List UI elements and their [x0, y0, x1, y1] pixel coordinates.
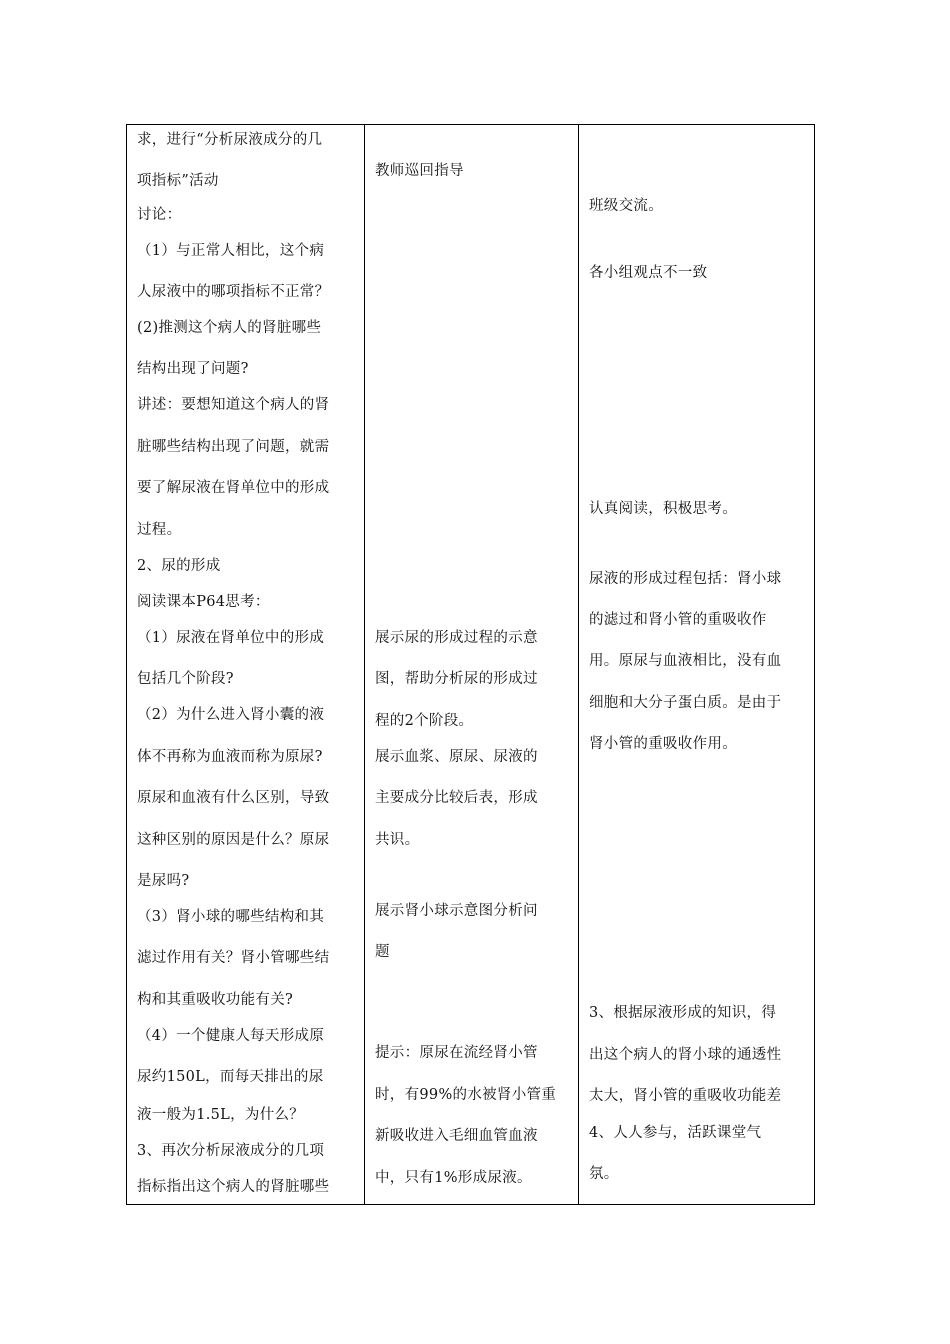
student-line: 尿液的形成过程包括：肾小球 [589, 571, 782, 587]
student-line: 出这个病人的肾小球的通透性 [589, 1047, 782, 1063]
student-line: 细胞和大分子蛋白质。是由于 [589, 695, 782, 711]
content-line: 3、再次分析尿液成分的几项 [137, 1143, 325, 1159]
teacher-line: 展示尿的形成过程的示意 [375, 630, 538, 646]
student-line: 班级交流。 [589, 198, 663, 214]
content-line: 2、尿的形成 [137, 558, 221, 574]
content-line: 包括几个阶段? [137, 671, 234, 687]
teacher-line: 主要成分比较后表，形成 [375, 790, 538, 806]
student-line: 的滤过和肾小管的重吸收作 [589, 612, 767, 628]
student-line: 氛。 [589, 1166, 619, 1182]
student-line: 各小组观点不一致 [589, 265, 708, 281]
content-line: 是尿吗? [137, 873, 190, 889]
content-line: 项指标”活动 [137, 173, 219, 189]
content-line: （2）为什么进入肾小囊的液 [137, 707, 325, 723]
content-line: 阅读课本P64思考： [137, 594, 270, 610]
teacher-line: 教师巡回指导 [375, 163, 464, 179]
content-line: 构和其重吸收功能有关? [137, 992, 294, 1008]
teacher-line: 时，有99%的水被肾小管重 [375, 1087, 557, 1103]
content-line: 尿约150L，而每天排出的尿 [137, 1069, 324, 1085]
teaching-content-column [127, 125, 364, 1204]
content-line: 讨论： [137, 207, 182, 223]
lesson-table [126, 124, 815, 1205]
teacher-activity-column [365, 125, 578, 1204]
teacher-line: 展示血浆、原尿、尿液的 [375, 749, 538, 765]
student-line: 认真阅读，积极思考。 [589, 501, 737, 517]
student-line: 3、根据尿液形成的知识，得 [589, 1005, 777, 1021]
content-line: 指标指出这个病人的肾脏哪些 [137, 1179, 330, 1195]
teacher-line: 提示：原尿在流经肾小管 [375, 1045, 538, 1061]
content-line: 过程。 [137, 522, 182, 538]
student-line: 用。原尿与血液相比，没有血 [589, 653, 782, 669]
teacher-line: 展示肾小球示意图分析问 [375, 903, 538, 919]
student-line: 太大，肾小管的重吸收功能差 [589, 1088, 782, 1104]
content-line: 液一般为1.5L，为什么？ [137, 1107, 305, 1123]
content-line: 原尿和血液有什么区别，导致 [137, 790, 330, 806]
content-line: 求，进行“分析尿液成分的几 [137, 132, 323, 148]
teacher-line: 程的2个阶段。 [375, 713, 474, 729]
content-line: (2)推测这个病人的肾脏哪些 [137, 320, 322, 336]
student-line: 肾小管的重吸收作用。 [589, 736, 737, 752]
content-line: 脏哪些结构出现了问题，就需 [137, 439, 330, 455]
content-line: 要了解尿液在肾单位中的形成 [137, 480, 330, 496]
content-line: （1）与正常人相比，这个病 [137, 243, 325, 259]
content-line: （4）一个健康人每天形成原 [137, 1028, 325, 1044]
content-line: 滤过作用有关？肾小管哪些结 [137, 950, 330, 966]
content-line: （3）肾小球的哪些结构和其 [137, 909, 325, 925]
content-line: 体不再称为血液而称为原尿? [137, 749, 323, 765]
content-line: （1）尿液在肾单位中的形成 [137, 630, 325, 646]
content-line: 讲述：要想知道这个病人的肾 [137, 397, 330, 413]
teacher-line: 图，帮助分析尿的形成过 [375, 671, 538, 687]
content-line: 结构出现了问题? [137, 361, 249, 377]
student-activity-column [579, 125, 814, 1204]
teacher-line: 新吸收进入毛细血管血液 [375, 1128, 538, 1144]
teacher-line: 中，只有1%形成尿液。 [375, 1170, 532, 1186]
teacher-line: 共识。 [375, 832, 420, 848]
student-line: 4、人人参与，活跃课堂气 [589, 1125, 762, 1141]
content-line: 人尿液中的哪项指标不正常？ [137, 284, 330, 300]
teacher-line: 题 [375, 944, 390, 960]
content-line: 这种区别的原因是什么？原尿 [137, 832, 330, 848]
